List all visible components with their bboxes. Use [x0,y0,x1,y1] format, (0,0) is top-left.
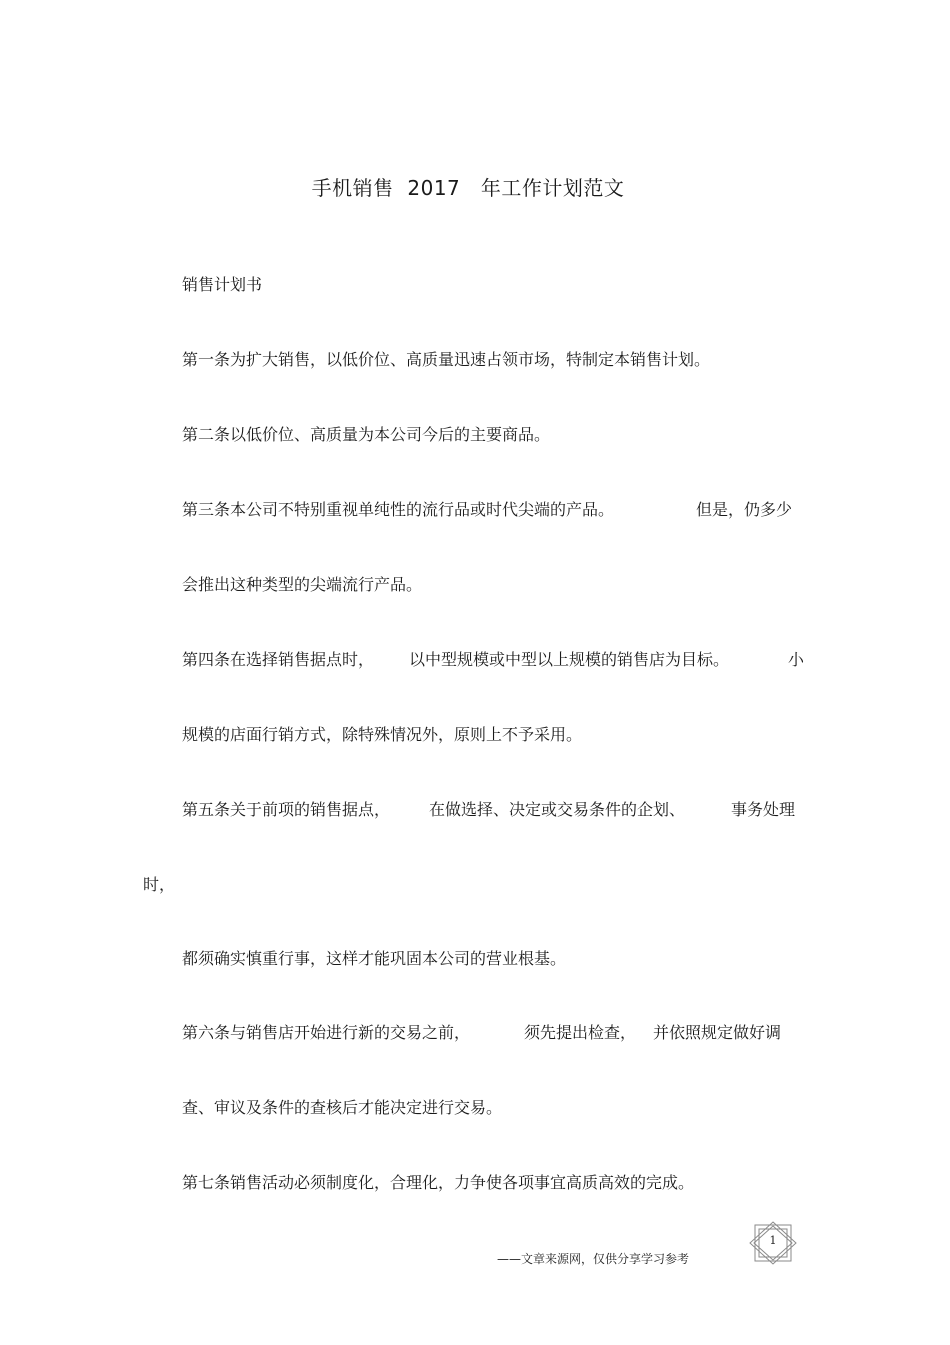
line-segment: 事务处理 [731,800,796,819]
paragraph-line: 都须确实慎重行事，这样才能巩固本公司的营业根基。 [182,949,567,968]
line-segment: 第五条关于前项的销售据点， [182,800,391,819]
paragraph-line [182,649,807,671]
page-number-badge [748,1220,798,1266]
line-segment: 第六条与销售店开始进行新的交易之前， [182,1023,471,1042]
line-segment: 第四条在选择销售据点时， [182,650,375,669]
paragraph-line [182,499,802,521]
paragraph-line: 第一条为扩大销售，以低价位、高质量迅速占领市场，特制定本销售计划。 [182,350,711,369]
section-heading: 销售计划书 [182,275,263,294]
line-segment: 须先提出检查， [524,1023,637,1042]
line-segment: 第三条本公司不特别重视单纯性的流行品或时代尖端的产品。 [182,500,615,519]
line-segment: 并依照规定做好调 [653,1023,782,1042]
paragraph-line [182,799,807,821]
page-number: 1 [769,1234,777,1247]
line-segment: 以中型规模或中型以上规模的销售店为目标。 [409,650,730,669]
line-segment: 在做选择、决定或交易条件的企划、 [429,800,686,819]
document-title: 手机销售 2017 年工作计划范文 [311,176,625,200]
paragraph-line: 第七条销售活动必须制度化，合理化，力争使各项事宜高质高效的完成。 [182,1173,695,1192]
paragraph-line: 规模的店面行销方式，除特殊情况外，原则上不予采用。 [182,725,583,744]
line-segment: 但是，仍多少 [696,500,793,519]
paragraph-line: 会推出这种类型的尖端流行产品。 [182,575,423,594]
paragraph-line: 第二条以低价位、高质量为本公司今后的主要商品。 [182,425,551,444]
paragraph-line [182,1022,807,1044]
footer-source-note: ——文章来源网，仅供分享学习参考 [497,1252,690,1266]
line-segment: 小 [788,650,805,669]
paragraph-line: 时， [143,875,176,894]
paragraph-line: 查、审议及条件的查核后才能决定进行交易。 [182,1098,503,1117]
